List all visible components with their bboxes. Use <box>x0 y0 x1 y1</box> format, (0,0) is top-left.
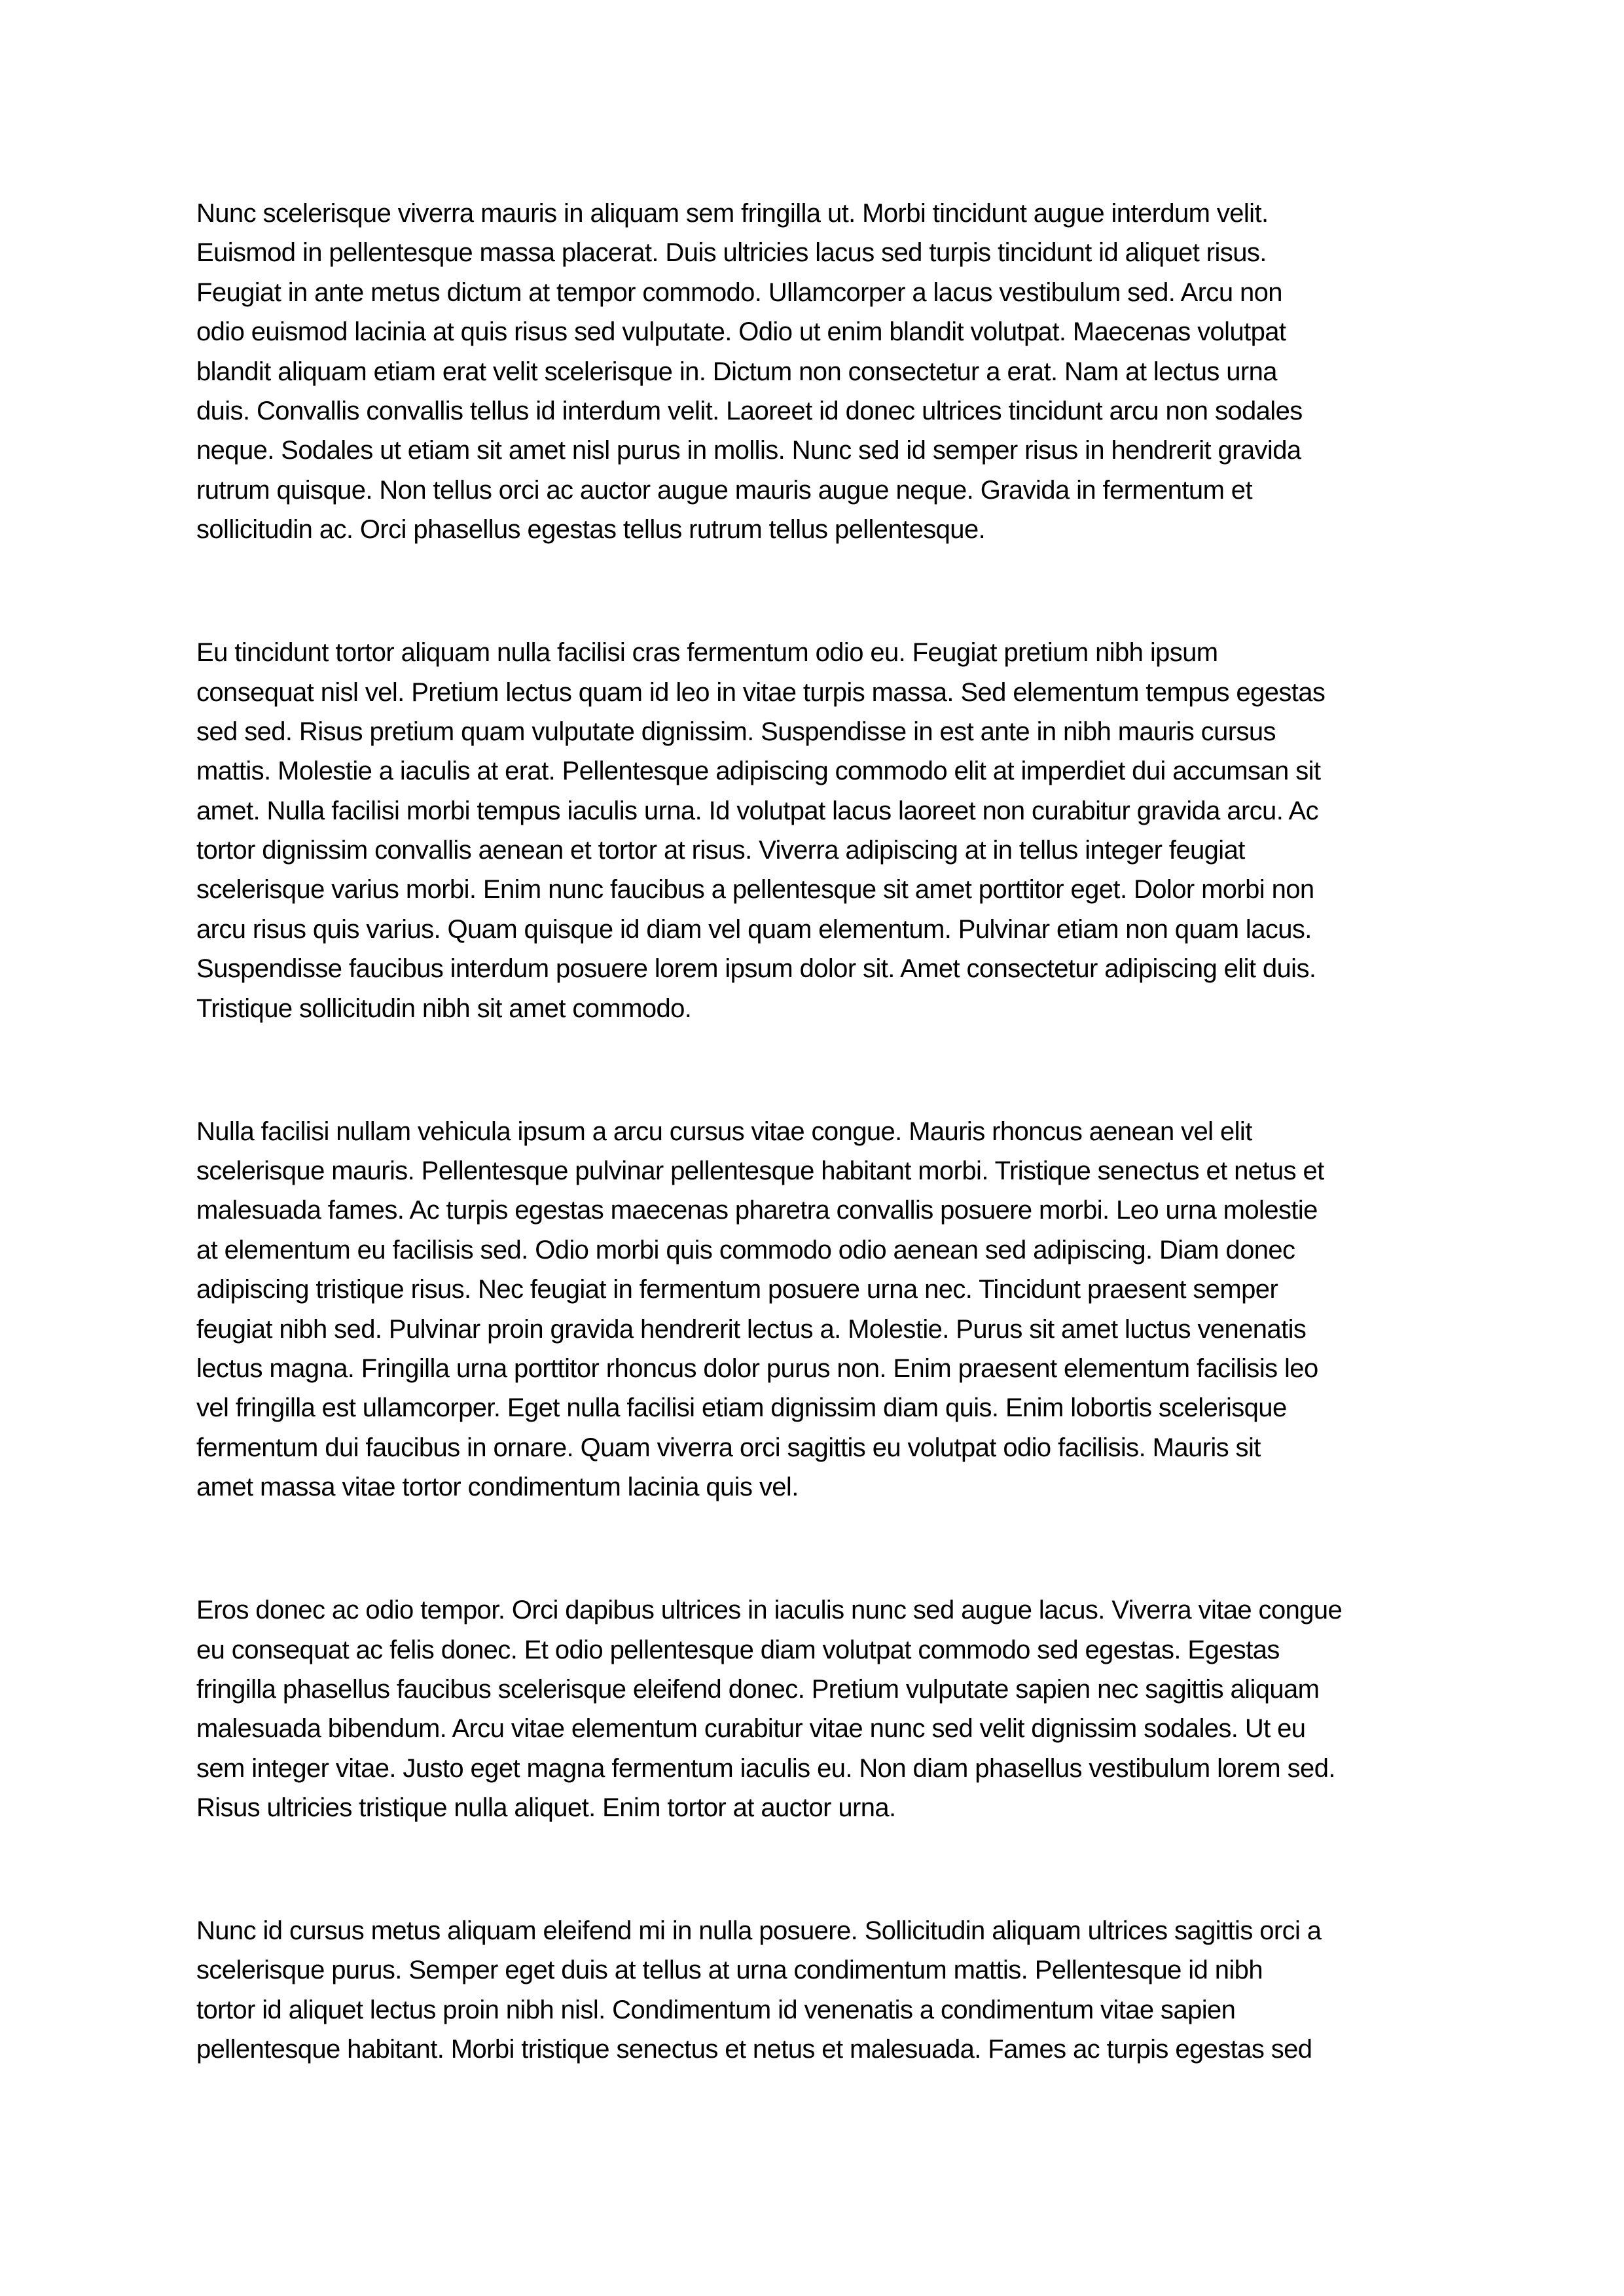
text-line: scelerisque purus. Semper eget duis at tellus at urna condimentum mattis. Pellentesque id nibh <box>196 1956 1263 1985</box>
text-line: Nulla facilisi nullam vehicula ipsum a arcu cursus vitae congue. Mauris rhoncus aenean vel elit <box>196 1117 1252 1146</box>
paragraph-4 <box>196 1590 1434 1827</box>
text-line: sollicitudin ac. Orci phasellus egestas tellus rutrum tellus pellentesque. <box>196 515 986 545</box>
text-line: malesuada fames. Ac turpis egestas maecenas pharetra convallis posuere morbi. Leo urna molestie <box>196 1196 1318 1225</box>
text-line: Risus ultricies tristique nulla aliquet. Enim tortor at auctor urna. <box>196 1793 896 1823</box>
text-line: Nunc scelerisque viverra mauris in aliquam sem fringilla ut. Morbi tincidunt augue interdum velit. <box>196 199 1269 228</box>
text-line: arcu risus quis varius. Quam quisque id diam vel quam elementum. Pulvinar etiam non quam lacus. <box>196 914 1312 944</box>
text-line: Tristique sollicitudin nibh sit amet commodo. <box>196 994 692 1023</box>
text-line: scelerisque varius morbi. Enim nunc faucibus a pellentesque sit amet porttitor eget. Dolor morbi non <box>196 875 1314 905</box>
text-line: malesuada bibendum. Arcu vitae elementum curabitur vitae nunc sed velit dignissim sodales. Ut eu <box>196 1714 1306 1744</box>
paragraph-3 <box>196 1112 1434 1507</box>
text-line: Suspendisse faucibus interdum posuere lorem ipsum dolor sit. Amet consectetur adipiscing elit duis. <box>196 954 1316 984</box>
text-line: Euismod in pellentesque massa placerat. Duis ultricies lacus sed turpis tincidunt id aliquet risus. <box>196 238 1267 268</box>
text-line: scelerisque mauris. Pellentesque pulvinar pellentesque habitant morbi. Tristique senectus et netus et <box>196 1157 1324 1185</box>
text-line: tortor id aliquet lectus proin nibh nisl. Condimentum id venenatis a condimentum vitae sapien <box>196 1995 1236 2024</box>
paragraph-5 <box>196 1911 1434 2070</box>
document-body <box>196 194 1434 2153</box>
text-line: duis. Convallis convallis tellus id interdum velit. Laoreet id donec ultrices tincidunt arcu non sodales <box>196 396 1303 425</box>
text-line: amet. Nulla facilisi morbi tempus iaculis urna. Id volutpat lacus laoreet non curabitur gravida arcu. Ac <box>196 796 1319 825</box>
text-line: adipiscing tristique risus. Nec feugiat in fermentum posuere urna nec. Tincidunt praesent semper <box>196 1275 1278 1304</box>
text-line: Nunc id cursus metus aliquam eleifend mi in nulla posuere. Sollicitudin aliquam ultrices sagittis orci a <box>196 1916 1322 1946</box>
text-line: tortor dignissim convallis aenean et tortor at risus. Viverra adipiscing at in tellus integer feugiat <box>196 836 1245 865</box>
text-line: fringilla phasellus faucibus scelerisque eleifend donec. Pretium vulputate sapien nec sagittis aliquam <box>196 1674 1320 1704</box>
paragraph-2 <box>196 633 1434 1028</box>
text-line: mattis. Molestie a iaculis at erat. Pellentesque adipiscing commodo elit at imperdiet dui accumsan sit <box>196 757 1321 786</box>
text-line: rutrum quisque. Non tellus orci ac auctor augue mauris augue neque. Gravida in fermentum et <box>196 475 1252 505</box>
text-line: amet massa vitae tortor condimentum lacinia quis vel. <box>196 1473 799 1502</box>
text-line: Eros donec ac odio tempor. Orci dapibus ultrices in iaculis nunc sed augue lacus. Viverra vitae congue <box>196 1596 1343 1625</box>
text-line: sed sed. Risus pretium quam vulputate dignissim. Suspendisse in est ante in nibh mauris cursus <box>196 717 1276 746</box>
text-line: odio euismod lacinia at quis risus sed vulputate. Odio ut enim blandit volutpat. Maecenas volutpat <box>196 317 1286 347</box>
paragraph-1 <box>196 194 1434 550</box>
text-line: neque. Sodales ut etiam sit amet nisl purus in mollis. Nunc sed id semper risus in hendrerit gravida <box>196 436 1301 465</box>
text-line: feugiat nibh sed. Pulvinar proin gravida hendrerit lectus a. Molestie. Purus sit amet luctus venenatis <box>196 1314 1307 1344</box>
text-line: sem integer vitae. Justo eget magna fermentum iaculis eu. Non diam phasellus vestibulum lorem sed. <box>196 1753 1335 1783</box>
text-line: lectus magna. Fringilla urna porttitor rhoncus dolor purus non. Enim praesent elementum facilisis leo <box>196 1354 1318 1383</box>
text-line: vel fringilla est ullamcorper. Eget nulla facilisi etiam dignissim diam quis. Enim lobortis scelerisque <box>196 1393 1287 1423</box>
text-line: blandit aliquam etiam erat velit scelerisque in. Dictum non consectetur a erat. Nam at lectus urna <box>196 357 1277 386</box>
text-line: consequat nisl vel. Pretium lectus quam id leo in vitae turpis massa. Sed elementum tempus egestas <box>196 677 1326 707</box>
text-line: Eu tincidunt tortor aliquam nulla facilisi cras fermentum odio eu. Feugiat pretium nibh ipsum <box>196 638 1218 668</box>
text-line: Feugiat in ante metus dictum at tempor commodo. Ullamcorper a lacus vestibulum sed. Arcu non <box>196 278 1282 307</box>
text-line: eu consequat ac felis donec. Et odio pellentesque diam volutpat commodo sed egestas. Egestas <box>196 1635 1280 1664</box>
text-line: fermentum dui faucibus in ornare. Quam viverra orci sagittis eu volutpat odio facilisis. Mauris sit <box>196 1433 1261 1462</box>
text-line: pellentesque habitant. Morbi tristique senectus et netus et malesuada. Fames ac turpis egestas sed <box>196 2035 1312 2064</box>
text-line: at elementum eu facilisis sed. Odio morbi quis commodo odio aenean sed adipiscing. Diam donec <box>196 1235 1295 1265</box>
